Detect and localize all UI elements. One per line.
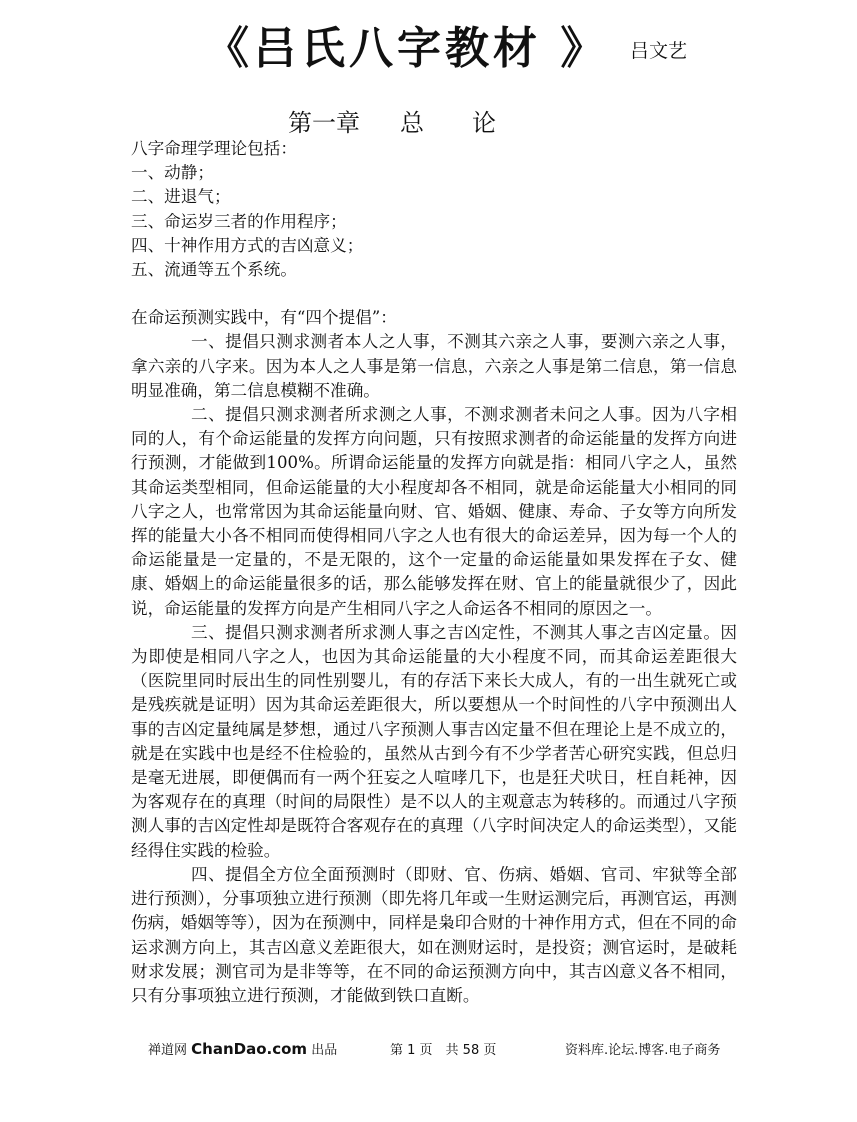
list-item: 五、流通等五个系统。 [131, 260, 297, 280]
paragraph: 三、提倡只测求测者所求测人事之吉凶定性，不测其人事之吉凶定量。因为即使是相同八字之人，也因为其命运能量的大小程度不同，而其命运差距很大（医院里同时辰出生的同性别婴儿，有的存活下来长大成人，有的一出生就死亡或是残疾就是证明）因为其命运差距很大，所以要想从一个时间性的八字中预测出人事的吉凶定量纯属是梦想，通过八字预测人事吉凶定量不但在理论上是不成立的，就是在实践中也是经不住检验的，虽然从古到今有不少学者苦心研究实践，但总归是毫无进展，即便偶而有一两个狂妄之人喧哮几下，也是狂犬吠日，枉自耗神，因为客观存在的真理（时间的局限性）是不以人的主观意志为转移的。而通过八字预测人事的吉凶定性却是既符合客观存在的真理（八字时间决定人的命运类型），又能经得住实践的检验。 [131, 622, 737, 860]
list-item: 一、动静； [131, 163, 214, 183]
paragraph: 二、提倡只测求测者所求测之人事，不测求测者未问之人事。因为八字相同的人，有个命运能量的发挥方向问题，只有按照求测者的命运能量的发挥方向进行预测，才能做到100%。所谓命运能量的发挥方向就是指：相同八字之人，虽然其命运类型相同，但命运能量的大小程度却各不相同，就是命运能量大小相同的同八字之人，也常常因为其命运能量向财、官、婚姻、健康、寿命、子女等方向所发挥的能量大小各不相同而使得相同八字之人也有很大的命运差异，因为每一个人的命运能量是一定量的，不是无限的，这个一定量的命运能量如果发挥在子女、健康、婚姻上的命运能量很多的话，那么能够发挥在财、官上的能量就很少了，因此说，命运能量的发挥方向是产生相同八字之人命运各不相同的原因之一。 [131, 405, 737, 618]
document-body [131, 137, 737, 1008]
paragraph: 一、提倡只测求测者本人之人事，不测其六亲之人事，要测六亲之人事，拿六亲的八字来。因为本人之人事是第一信息，六亲之人事是第二信息，第一信息明显准确，第二信息模糊不准确。 [131, 332, 737, 400]
footer-site-prefix: 禅道网 [148, 1043, 188, 1058]
page-number: 第 1 页 共 58 页 [390, 1043, 497, 1058]
spacer [131, 282, 737, 306]
chapter-heading [288, 103, 536, 138]
practice-intro: 在命运预测实践中，有“四个提倡”： [131, 308, 397, 328]
document-header [0, 12, 857, 72]
footer-site-suffix: 出品 [311, 1043, 338, 1058]
chapter-name: 总 论 [400, 109, 496, 137]
document-title: 《吕氏八字教材 》 [205, 23, 609, 74]
footer-site [148, 1039, 337, 1058]
footer-right-text: 资料库.论坛.博客.电子商务 [565, 1043, 721, 1058]
footer-site-brand: ChanDao.com [191, 1040, 308, 1058]
chapter-number: 第一章 [288, 109, 360, 137]
intro-text: 八字命理学理论包括： [131, 139, 297, 158]
list-item: 三、命运岁三者的作用程序； [131, 211, 347, 231]
list-item: 四、十神作用方式的吉凶意义； [131, 235, 364, 255]
author-name: 吕文艺 [630, 40, 688, 62]
list-item: 二、进退气； [131, 187, 231, 207]
paragraph: 四、提倡全方位全面预测时（即财、官、伤病、婚姻、官司、牢狱等全部进行预测），分事项独立进行预测（即先将几年或一生财运测完后，再测官运，再测伤病，婚姻等等），因为在预测中，同样是枭印合财的十神作用方式，但在不同的命运求测方向上，其吉凶意义差距很大，如在测财运时，是投资；测官运时，是破耗财求发展；测官司为是非等等，在不同的命运预测方向中，其吉凶意义各不相同，只有分事项独立进行预测，才能做到铁口直断。 [131, 864, 737, 1005]
